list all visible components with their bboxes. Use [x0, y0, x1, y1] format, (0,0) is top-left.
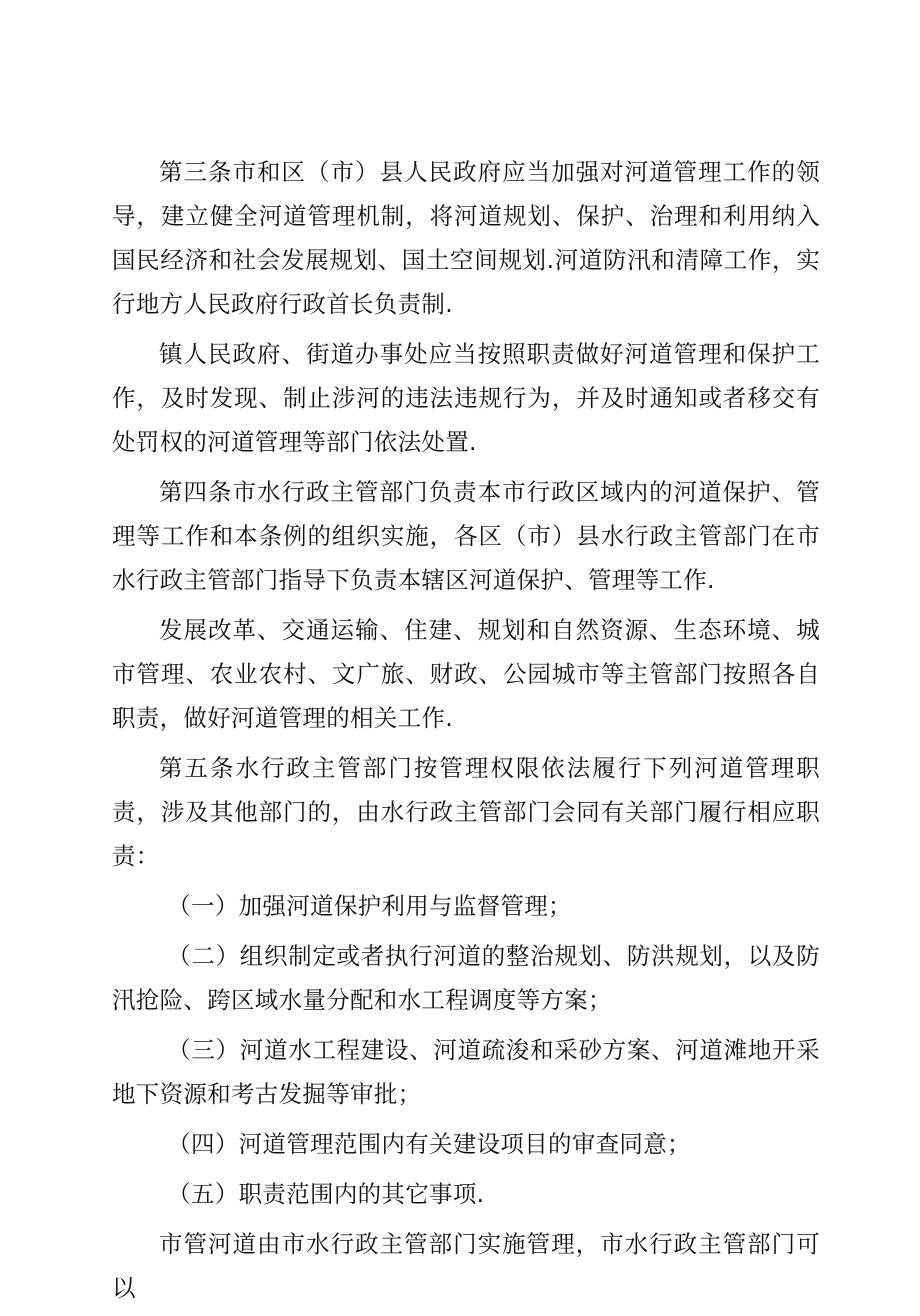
article-3-town-paragraph: 镇人民政府、街道办事处应当按照职责做好河道管理和保护工作，及时发现、制止涉河的违法违规行为，并及时通知或者移交有处罚权的河道管理等部门依法处置. — [112, 340, 820, 456]
article-5-item-3: （三）河道水工程建设、河道疏浚和采砂方案、河道滩地开采地下资源和考古发掘等审批； — [112, 1036, 820, 1108]
city-river-management-paragraph: 市管河道由市水行政主管部门实施管理，市水行政主管部门可以 — [112, 1230, 820, 1302]
article-5-item-4: （四）河道管理范围内有关建设项目的审查同意； — [167, 1130, 691, 1158]
article-4-departments-paragraph: 发展改革、交通运输、住建、规划和自然资源、生态环境、城市管理、农业农村、文广旅、财政、公园城市等主管部门按照各自职责，做好河道管理的相关工作. — [112, 616, 820, 732]
document-body — [112, 150, 820, 1316]
article-5-paragraph: 第五条水行政主管部门按管理权限依法履行下列河道管理职责，涉及其他部门的，由水行政主管部门会同有关部门履行相应职责： — [112, 754, 820, 870]
article-4-paragraph: 第四条市水行政主管部门负责本市行政区域内的河道保护、管理等工作和本条例的组织实施，各区（市）县水行政主管部门在市水行政主管部门指导下负责本辖区河道保护、管理等工作. — [112, 478, 820, 594]
article-5-item-1: （一）加强河道保护利用与监督管理； — [167, 892, 572, 920]
article-5-item-2: （二）组织制定或者执行河道的整治规划、防洪规划，以及防汛抢险、跨区域水量分配和水工程调度等方案； — [112, 942, 820, 1014]
article-3-paragraph: 第三条市和区（市）县人民政府应当加强对河道管理工作的领导，建立健全河道管理机制，将河道规划、保护、治理和利用纳入国民经济和社会发展规划、国土空间规划.河道防汛和清障工作，实行地方人民政府行政首长负责制. — [112, 158, 820, 318]
article-5-item-5: （五）职责范围内的其它事项. — [167, 1180, 485, 1208]
